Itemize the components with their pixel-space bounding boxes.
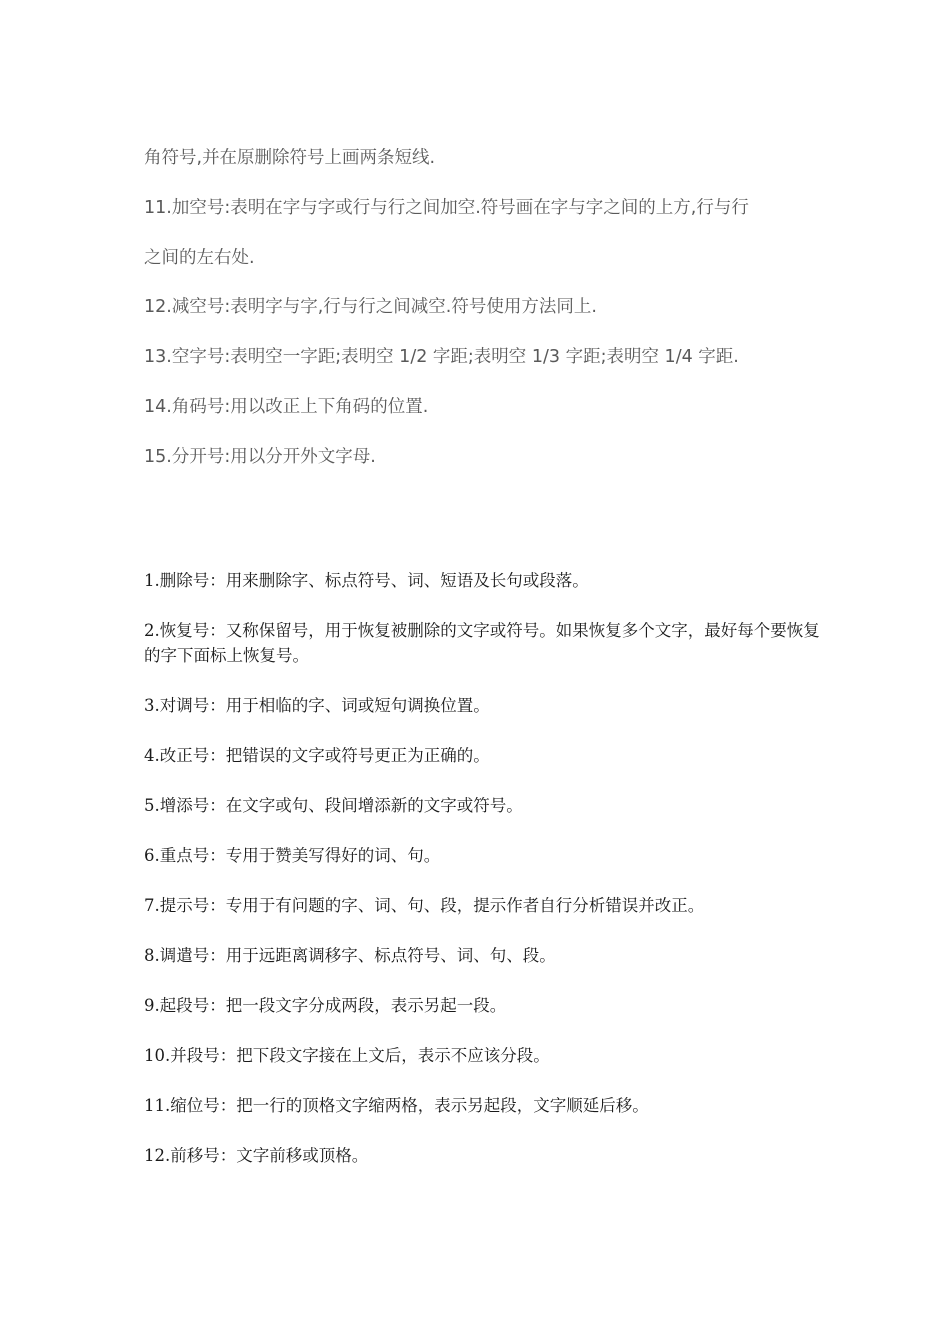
text-line: 12.减空号:表明字与字,行与行之间减空.符号使用方法同上. xyxy=(144,297,597,318)
list-item: 8.调遣号：用于远距离调移字、标点符号、词、句、段。 xyxy=(144,946,556,965)
text-line: 11.加空号:表明在字与字或行与行之间加空.符号画在字与字之间的上方,行与行 xyxy=(144,197,749,218)
list-item: 3.对调号：用于相临的字、词或短句调换位置。 xyxy=(144,696,490,715)
proofreading-marks-continued xyxy=(144,134,824,483)
text-line: 15.分开号:用以分开外文字母. xyxy=(144,446,376,467)
list-item: 4.改正号：把错误的文字或符号更正为正确的。 xyxy=(144,746,490,765)
proofreading-marks-list xyxy=(144,568,824,1193)
list-item: 5.增添号：在文字或句、段间增添新的文字或符号。 xyxy=(144,796,523,815)
list-item: 9.起段号：把一段文字分成两段，表示另起一段。 xyxy=(144,996,507,1015)
text-line: 13.空字号:表明空一字距;表明空 1/2 字距;表明空 1/3 字距;表明空 1/4 字距. xyxy=(144,347,739,368)
text-line: 14.角码号:用以改正上下角码的位置. xyxy=(144,396,429,417)
list-item: 10.并段号：把下段文字接在上文后，表示不应该分段。 xyxy=(144,1046,550,1065)
text-line: 之间的左右处. xyxy=(144,247,255,268)
list-item: 12.前移号：文字前移或顶格。 xyxy=(144,1146,369,1165)
list-item: 6.重点号：专用于赞美写得好的词、句。 xyxy=(144,846,441,865)
text-line: 角符号,并在原删除符号上画两条短线. xyxy=(144,148,436,168)
list-item: 2.恢复号：又称保留号，用于恢复被删除的文字或符号。如果恢复多个文字，最好每个要恢复的字下面标上恢复号。 xyxy=(144,621,820,665)
list-item: 1.删除号：用来删除字、标点符号、词、短语及长句或段落。 xyxy=(144,571,589,590)
list-item: 7.提示号：专用于有问题的字、词、句、段，提示作者自行分析错误并改正。 xyxy=(144,896,705,915)
list-item: 11.缩位号：把一行的顶格文字缩两格，表示另起段，文字顺延后移。 xyxy=(144,1096,649,1115)
